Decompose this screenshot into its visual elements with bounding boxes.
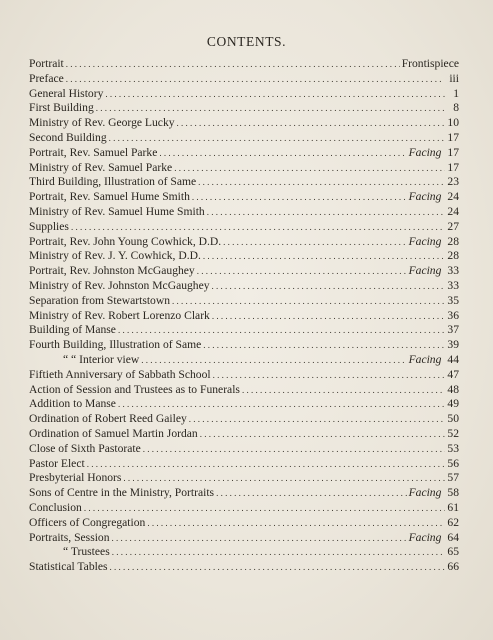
toc-entry-title: Ministry of Rev. Johnston McGaughey	[29, 278, 210, 292]
dot-leader	[105, 87, 447, 102]
toc-entry-title: Ordination of Robert Reed Gailey	[29, 412, 187, 426]
toc-entry-title: “ Trustees	[63, 545, 110, 559]
toc-entry-facing: Facing	[408, 530, 442, 544]
toc-entry	[29, 323, 459, 338]
toc-entry-facing: Facing	[408, 264, 442, 278]
toc-entry	[29, 368, 459, 383]
toc-entry-title: Addition to Manse	[29, 397, 116, 411]
toc-entry	[29, 131, 459, 146]
toc-entry-title: Officers of Congregation	[29, 515, 146, 529]
toc-entry-page: 64	[447, 530, 459, 544]
dot-leader	[203, 249, 446, 264]
toc-entry-page: 65	[447, 545, 459, 559]
toc-entry-page: 17	[447, 145, 459, 159]
dot-leader	[192, 190, 407, 205]
toc-entry-title: Portrait, Rev. John Young Cowhick, D.D.	[29, 234, 222, 248]
dot-leader	[112, 545, 446, 560]
toc-entry	[29, 146, 459, 161]
toc-entry	[29, 220, 459, 235]
toc-entry	[29, 235, 459, 250]
dot-leader	[87, 457, 446, 472]
toc-entry-page: 56	[447, 456, 459, 470]
toc-entry	[29, 87, 459, 102]
toc-entry-title: Building of Manse	[29, 323, 116, 337]
toc-entry	[29, 205, 459, 220]
toc-entry	[29, 442, 459, 457]
dot-leader	[109, 131, 446, 146]
toc-entry-title: Presbyterial Honors	[29, 471, 122, 485]
toc-entry	[29, 353, 459, 368]
toc-entry-title: Pastor Elect	[29, 456, 85, 470]
toc-entry-facing: Facing	[408, 352, 442, 366]
toc-entry-title: Portrait, Rev. Johnston McGaughey	[29, 264, 195, 278]
dot-leader	[143, 442, 446, 457]
toc-entry-page: 35	[447, 293, 459, 307]
page-title: CONTENTS.	[206, 34, 287, 49]
dot-leader	[66, 72, 447, 87]
toc-entry-page: 49	[447, 397, 459, 411]
toc-entry-page: 66	[447, 560, 459, 574]
toc-entry	[29, 457, 459, 472]
dot-leader	[110, 560, 446, 575]
toc-entry	[29, 116, 459, 131]
dot-leader	[118, 323, 445, 338]
toc-entry	[29, 412, 459, 427]
toc-entry-page: Frontispiece	[401, 57, 459, 70]
toc-entry-page: 53	[447, 441, 459, 455]
dot-leader	[71, 220, 445, 235]
toc-entry	[29, 190, 459, 205]
toc-entry-page: 47	[447, 367, 459, 381]
toc-entry-title: Sons of Centre in the Ministry, Portraits	[29, 486, 215, 500]
dot-leader	[177, 116, 446, 131]
toc-entry-title: Portraits, Session	[29, 530, 110, 544]
toc-entry-page: 33	[447, 264, 459, 278]
toc-entry-title: “ “ Interior view	[63, 352, 140, 366]
dot-leader	[112, 531, 407, 546]
toc-entry-page: 17	[447, 130, 459, 144]
toc-entry-title: Preface	[29, 71, 64, 85]
toc-entry-facing: Facing	[408, 145, 442, 159]
toc-entry-title: Ministry of Rev. Samuel Parke	[29, 160, 173, 174]
dot-leader	[203, 338, 445, 353]
toc-entry-facing: Facing	[408, 190, 442, 204]
dot-leader	[118, 397, 445, 412]
toc-entry-facing: Facing	[408, 234, 442, 248]
toc-entry	[29, 427, 459, 442]
toc-entry-page: 28	[447, 249, 459, 263]
toc-entry-page: 50	[447, 412, 459, 426]
toc-entry-facing: Facing	[408, 486, 442, 500]
dot-leader	[141, 353, 406, 368]
dot-leader	[207, 205, 446, 220]
toc-entry-title: Conclusion	[29, 500, 82, 514]
toc-entry	[29, 486, 459, 501]
dot-leader	[197, 264, 407, 279]
toc-entry-title: Third Building, Illustration of Same	[29, 175, 197, 189]
toc-entry	[29, 161, 459, 176]
toc-entry-page: 62	[447, 515, 459, 529]
toc-entry-title: Ministry of Rev. Samuel Hume Smith	[29, 204, 205, 218]
toc-entry	[29, 545, 459, 560]
toc-entry-title: Action of Session and Trustees as to Funerals	[29, 382, 240, 396]
toc-entry	[29, 531, 459, 546]
toc-entry-page: 8	[453, 101, 459, 115]
toc-entry	[29, 101, 459, 116]
toc-entry	[29, 560, 459, 575]
toc-entry-page: 27	[447, 219, 459, 233]
dot-leader	[147, 516, 445, 531]
toc-entry-page: 57	[447, 471, 459, 485]
toc-entry	[29, 175, 459, 190]
toc-entry-title: Supplies	[29, 219, 69, 233]
table-of-contents	[29, 57, 459, 575]
toc-entry-title: Portrait, Rev. Samuel Parke	[29, 145, 158, 159]
dot-leader	[223, 235, 406, 250]
dot-leader	[172, 294, 445, 309]
toc-entry-title: Ordination of Samuel Martin Jordan	[29, 426, 198, 440]
toc-entry-page: 36	[447, 308, 459, 322]
toc-entry	[29, 264, 459, 279]
toc-entry-title: Portrait, Rev. Samuel Hume Smith	[29, 190, 190, 204]
toc-entry-page: 24	[447, 204, 459, 218]
dot-leader	[212, 309, 446, 324]
toc-entry-page: 44	[447, 352, 459, 366]
dot-leader	[96, 101, 447, 116]
toc-entry-page: 17	[447, 160, 459, 174]
dot-leader	[198, 175, 445, 190]
toc-entry-title: Fiftieth Anniversary of Sabbath School	[29, 367, 211, 381]
dot-leader	[174, 161, 445, 176]
dot-leader	[123, 471, 445, 486]
dot-leader	[159, 146, 406, 161]
toc-entry	[29, 57, 459, 72]
toc-entry	[29, 516, 459, 531]
toc-entry	[29, 309, 459, 324]
dot-leader	[84, 501, 446, 516]
toc-entry-page: iii	[449, 71, 459, 85]
toc-entry-title: Close of Sixth Pastorate	[29, 441, 141, 455]
toc-entry-title: First Building	[29, 101, 94, 115]
toc-entry-page: 33	[447, 278, 459, 292]
toc-entry	[29, 249, 459, 264]
toc-entry-page: 24	[447, 190, 459, 204]
toc-entry	[29, 501, 459, 516]
toc-entry-title: Separation from Stewartstown	[29, 293, 171, 307]
dot-leader	[212, 279, 446, 294]
dot-leader	[216, 486, 407, 501]
toc-entry-page: 1	[453, 86, 459, 100]
toc-entry	[29, 72, 459, 87]
toc-entry-page: 48	[447, 382, 459, 396]
toc-entry	[29, 383, 459, 398]
dot-leader	[200, 427, 446, 442]
toc-entry-title: Ministry of Rev. J. Y. Cowhick, D.D.	[29, 249, 201, 263]
toc-entry	[29, 338, 459, 353]
dot-leader	[242, 383, 445, 398]
dot-leader	[189, 412, 446, 427]
toc-entry-title: Ministry of Rev. George Lucky	[29, 116, 175, 130]
toc-entry-page: 37	[447, 323, 459, 337]
dot-leader	[66, 57, 400, 72]
toc-entry-page: 61	[447, 500, 459, 514]
toc-entry	[29, 279, 459, 294]
toc-entry-page: 28	[447, 234, 459, 248]
toc-entry	[29, 471, 459, 486]
toc-entry-title: General History	[29, 86, 104, 100]
dot-leader	[213, 368, 446, 383]
toc-entry-page: 58	[447, 486, 459, 500]
toc-entry	[29, 397, 459, 412]
toc-entry-title: Portrait	[29, 57, 64, 70]
toc-entry-title: Ministry of Rev. Robert Lorenzo Clark	[29, 308, 210, 322]
toc-entry	[29, 294, 459, 309]
toc-entry-page: 10	[447, 116, 459, 130]
toc-entry-page: 52	[447, 426, 459, 440]
toc-entry-title: Second Building	[29, 130, 107, 144]
toc-entry-title: Fourth Building, Illustration of Same	[29, 338, 202, 352]
toc-entry-page: 39	[447, 338, 459, 352]
toc-entry-page: 23	[447, 175, 459, 189]
toc-entry-title: Statistical Tables	[29, 560, 108, 574]
